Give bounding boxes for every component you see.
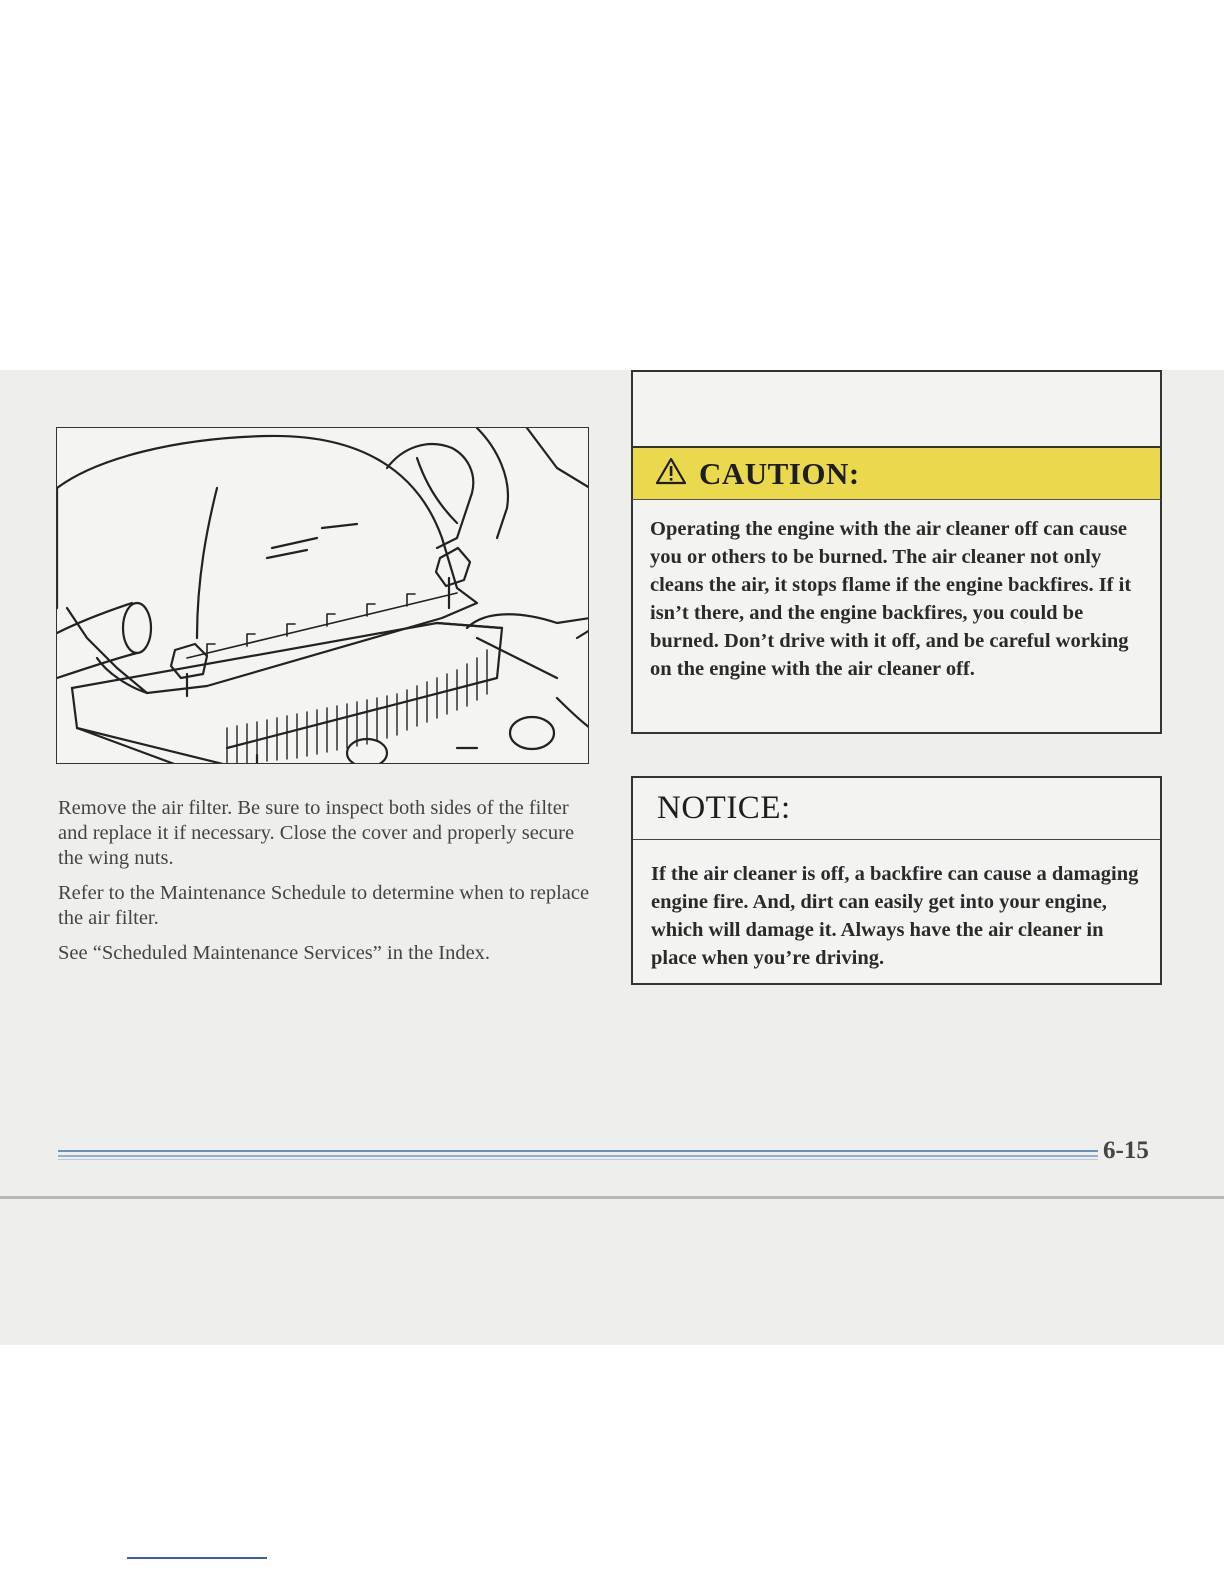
bottom-underline — [127, 1557, 267, 1559]
warning-triangle-icon — [655, 457, 687, 490]
paragraph-remove-filter: Remove the air filter. Be sure to inspect both sides of the filter and replace it if necessary. Close the cover and properly secure the wing nuts. — [58, 797, 575, 869]
caution-text: Operating the engine with the air cleaner off can cause you or others to be burned. The air cleaner not only cleans the air, it stops flame if the engine backfires. If it isn’t there, and the engine backfires, you could be burned. Don’t drive with it off, and be careful working on the engine with the air cleaner off. — [650, 518, 1132, 680]
body-text — [58, 796, 598, 976]
notice-title: NOTICE: — [657, 790, 791, 826]
caution-header — [631, 446, 1162, 500]
air-cleaner-drawing — [57, 428, 589, 764]
notice-box — [631, 776, 1162, 985]
notice-text: If the air cleaner is off, a backfire can cause a damaging engine fire. And, dirt can easily get into your engine, which will damage it. Always have the air cleaner in place when you’re driving. — [651, 863, 1139, 969]
caution-title: CAUTION: — [699, 455, 860, 491]
paragraph-maintenance-schedule: Refer to the Maintenance Schedule to determine when to replace the air filter. — [58, 882, 590, 929]
air-filter-illustration — [56, 427, 589, 764]
page-number: 6-15 — [1103, 1137, 1149, 1164]
page-edge-shadow — [0, 1196, 1224, 1199]
notice-header — [633, 778, 1160, 840]
footer-rule — [58, 1150, 1098, 1162]
paragraph-see-index: See “Scheduled Maintenance Services” in the Index. — [58, 942, 491, 964]
